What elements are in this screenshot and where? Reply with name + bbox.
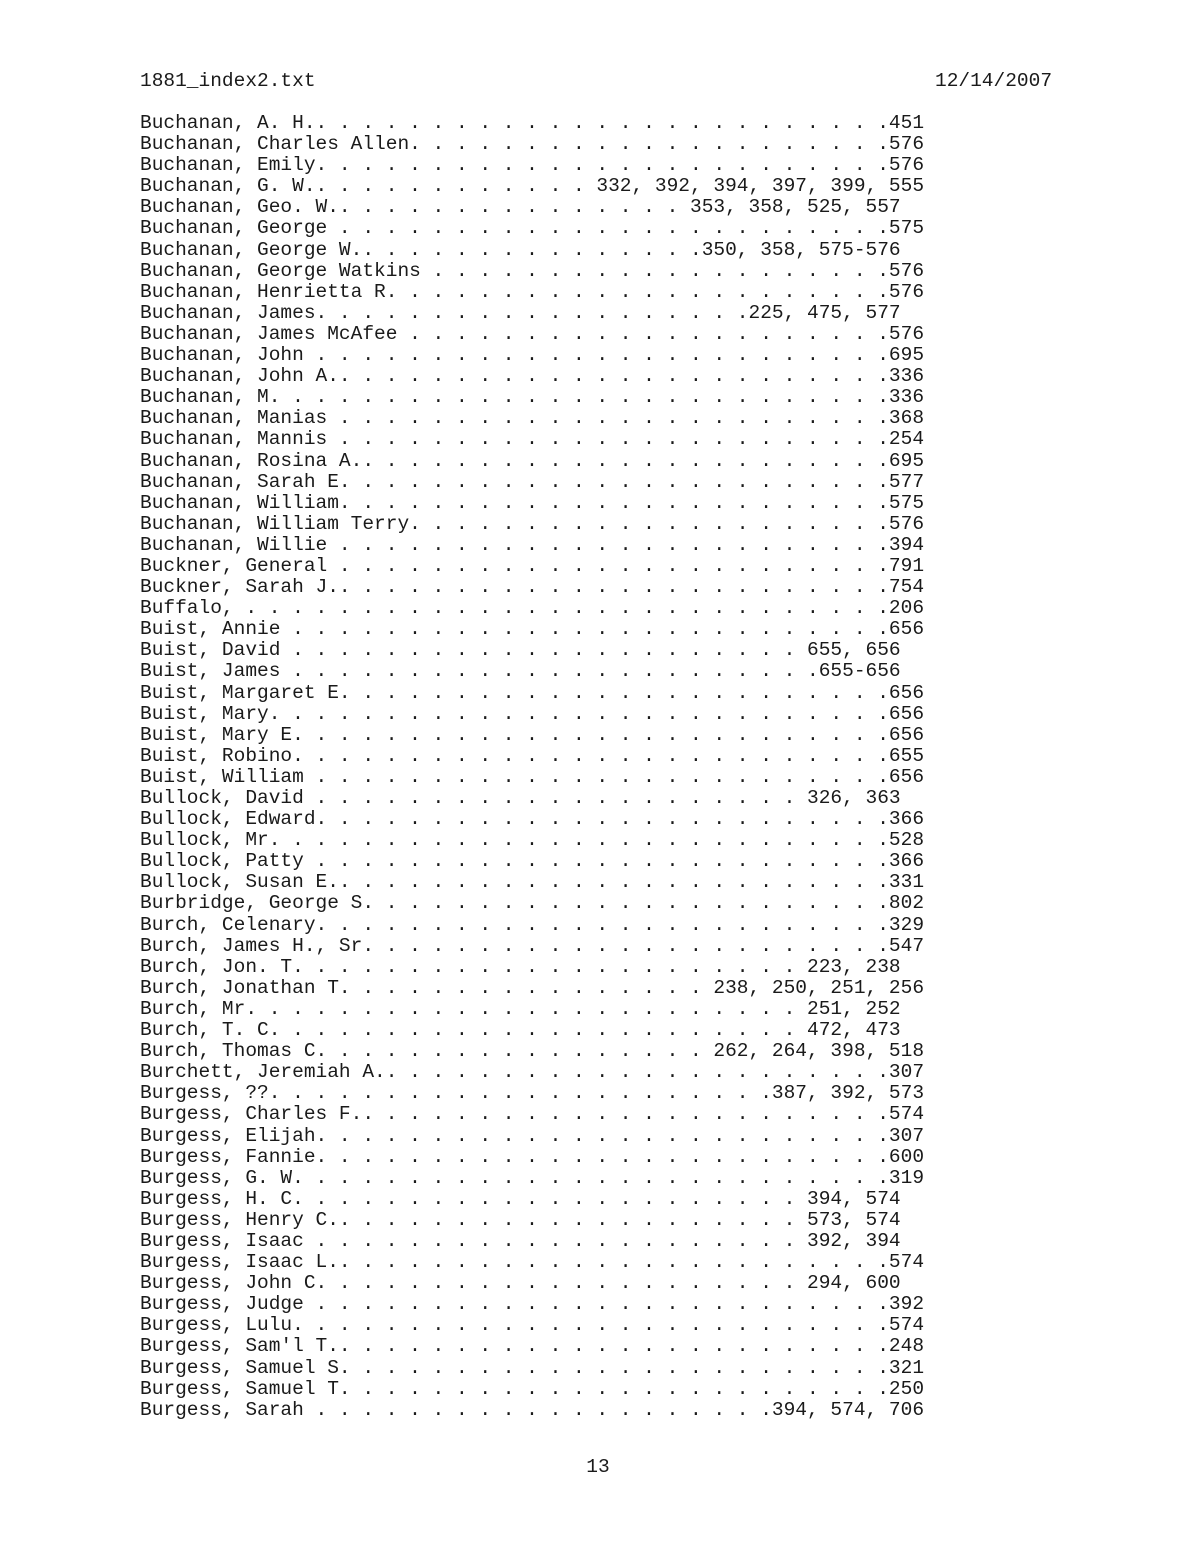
index-entry: Burgess, Charles F.. . . . . . . . . . . . . . . . . . . . . . .574 — [140, 1103, 925, 1126]
index-entry: Buchanan, Willie . . . . . . . . . . . . . . . . . . . . . . . .394 — [140, 533, 925, 556]
index-entry: Buffalo, . . . . . . . . . . . . . . . . . . . . . . . . . . . .206 — [140, 597, 925, 620]
index-entry: Burgess, Elijah. . . . . . . . . . . . . . . . . . . . . . . . .307 — [140, 1124, 925, 1147]
index-entry: Burbridge, George S. . . . . . . . . . . . . . . . . . . . . . .802 — [140, 892, 925, 915]
index-entry: Buist, David . . . . . . . . . . . . . . . . . . . . . . 655, 656 — [140, 639, 901, 662]
index-entry: Buchanan, William. . . . . . . . . . . . . . . . . . . . . . . .575 — [140, 491, 925, 514]
index-entry: Buchanan, William Terry. . . . . . . . . . . . . . . . . . . . .576 — [140, 512, 925, 535]
file-name: 1881_index2.txt — [140, 70, 316, 92]
index-entry: Burgess, Judge . . . . . . . . . . . . . . . . . . . . . . . . .392 — [140, 1293, 925, 1316]
index-entry: Burgess, Isaac L.. . . . . . . . . . . . . . . . . . . . . . . .574 — [140, 1251, 925, 1274]
index-entry: Buchanan, George . . . . . . . . . . . . . . . . . . . . . . . .575 — [140, 217, 925, 240]
index-entry: Burch, Jonathan T. . . . . . . . . . . . . . . . 238, 250, 251, 256 — [140, 976, 925, 999]
index-entry: Buchanan, Charles Allen. . . . . . . . . . . . . . . . . . . . .576 — [140, 133, 925, 156]
index-entry: Buchanan, James. . . . . . . . . . . . . . . . . . .225, 475, 577 — [140, 301, 901, 324]
index-entry: Buist, Robino. . . . . . . . . . . . . . . . . . . . . . . . . .655 — [140, 744, 925, 767]
index-entry: Burgess, Samuel S. . . . . . . . . . . . . . . . . . . . . . . .321 — [140, 1356, 925, 1379]
index-entry: Bullock, David . . . . . . . . . . . . . . . . . . . . . 326, 363 — [140, 787, 901, 809]
index-entry: Buchanan, Mannis . . . . . . . . . . . . . . . . . . . . . . . .254 — [140, 428, 925, 451]
index-entry: Buist, William . . . . . . . . . . . . . . . . . . . . . . . . .656 — [140, 765, 925, 788]
index-entry: Buchanan, James McAfee . . . . . . . . . . . . . . . . . . . . .576 — [140, 322, 925, 345]
index-entry: Burgess, G. W. . . . . . . . . . . . . . . . . . . . . . . . . .319 — [140, 1166, 925, 1189]
index-entry: Bullock, Patty . . . . . . . . . . . . . . . . . . . . . . . . .366 — [140, 850, 925, 873]
index-entry: Burch, James H., Sr. . . . . . . . . . . . . . . . . . . . . . .547 — [140, 934, 925, 957]
index-entry: Burch, Jon. T. . . . . . . . . . . . . . . . . . . . . . 223, 238 — [140, 955, 901, 978]
index-entry: Buchanan, Rosina A.. . . . . . . . . . . . . . . . . . . . . . .695 — [140, 449, 925, 472]
index-entry: Burch, Thomas C. . . . . . . . . . . . . . . . . 262, 264, 398, 518 — [140, 1040, 925, 1063]
page-number: 13 — [586, 1456, 610, 1478]
index-entry: Buchanan, A. H.. . . . . . . . . . . . . . . . . . . . . . . . .451 — [140, 112, 925, 134]
index-entry: Buckner, General . . . . . . . . . . . . . . . . . . . . . . . .791 — [140, 554, 925, 577]
index-entry: Burch, T. C. . . . . . . . . . . . . . . . . . . . . . . 472, 473 — [140, 1019, 901, 1042]
index-entry: Buchanan, M. . . . . . . . . . . . . . . . . . . . . . . . . . .336 — [140, 386, 925, 409]
index-entry: Buchanan, Emily. . . . . . . . . . . . . . . . . . . . . . . . .576 — [140, 154, 925, 177]
index-entry: Buchanan, John . . . . . . . . . . . . . . . . . . . . . . . . .695 — [140, 344, 925, 367]
index-entry: Buist, Annie . . . . . . . . . . . . . . . . . . . . . . . . . .656 — [140, 618, 925, 641]
index-entry: Burch, Mr. . . . . . . . . . . . . . . . . . . . . . . . 251, 252 — [140, 997, 901, 1020]
index-entry: Bullock, Susan E.. . . . . . . . . . . . . . . . . . . . . . . .331 — [140, 871, 925, 894]
index-entry: Burgess, Henry C.. . . . . . . . . . . . . . . . . . . . 573, 574 — [140, 1208, 901, 1231]
index-entry: Burchett, Jeremiah A.. . . . . . . . . . . . . . . . . . . . . .307 — [140, 1061, 925, 1084]
index-entry: Burgess, Fannie. . . . . . . . . . . . . . . . . . . . . . . . .600 — [140, 1145, 925, 1168]
index-entry: Buist, Mary E. . . . . . . . . . . . . . . . . . . . . . . . . .656 — [140, 723, 925, 746]
index-entry: Buchanan, Sarah E. . . . . . . . . . . . . . . . . . . . . . . .577 — [140, 470, 925, 493]
index-entry: Burgess, ??. . . . . . . . . . . . . . . . . . . . . .387, 392, 573 — [140, 1082, 925, 1105]
index-entry: Buchanan, Geo. W.. . . . . . . . . . . . . . . 353, 358, 525, 557 — [140, 196, 901, 219]
print-date: 12/14/2007 — [935, 70, 1053, 92]
index-entry: Buckner, Sarah J.. . . . . . . . . . . . . . . . . . . . . . . .754 — [140, 576, 925, 599]
index-entry: Burgess, Sam'l T.. . . . . . . . . . . . . . . . . . . . . . . .248 — [140, 1335, 925, 1358]
index-entry: Buchanan, George W.. . . . . . . . . . . . . . .350, 358, 575-576 — [140, 238, 901, 261]
index-entry: Burgess, Lulu. . . . . . . . . . . . . . . . . . . . . . . . . .574 — [140, 1314, 925, 1337]
index-entry: Bullock, Edward. . . . . . . . . . . . . . . . . . . . . . . . .366 — [140, 808, 925, 831]
index-entry: Buist, James . . . . . . . . . . . . . . . . . . . . . . .655-656 — [140, 660, 901, 683]
index-list — [140, 113, 924, 1421]
index-entry: Buchanan, John A.. . . . . . . . . . . . . . . . . . . . . . . .336 — [140, 365, 925, 388]
index-entry: Buchanan, Henrietta R. . . . . . . . . . . . . . . . . . . . . .576 — [140, 280, 925, 303]
index-entry: Burgess, H. C. . . . . . . . . . . . . . . . . . . . . . 394, 574 — [140, 1187, 901, 1210]
index-entry: Buchanan, George Watkins . . . . . . . . . . . . . . . . . . . .576 — [140, 259, 925, 282]
index-entry: Buchanan, G. W.. . . . . . . . . . . . 332, 392, 394, 397, 399, 555 — [140, 175, 925, 198]
index-entry: Buchanan, Manias . . . . . . . . . . . . . . . . . . . . . . . .368 — [140, 407, 925, 430]
index-entry: Burgess, Isaac . . . . . . . . . . . . . . . . . . . . . 392, 394 — [140, 1229, 901, 1252]
index-entry: Burgess, Sarah . . . . . . . . . . . . . . . . . . . .394, 574, 706 — [140, 1398, 925, 1421]
index-entry: Buist, Margaret E. . . . . . . . . . . . . . . . . . . . . . . .656 — [140, 681, 925, 704]
index-entry: Burch, Celenary. . . . . . . . . . . . . . . . . . . . . . . . .329 — [140, 913, 925, 936]
index-entry: Bullock, Mr. . . . . . . . . . . . . . . . . . . . . . . . . . .528 — [140, 829, 925, 852]
index-entry: Buist, Mary. . . . . . . . . . . . . . . . . . . . . . . . . . .656 — [140, 702, 925, 725]
index-entry: Burgess, Samuel T. . . . . . . . . . . . . . . . . . . . . . . .250 — [140, 1377, 925, 1400]
index-entry: Burgess, John C. . . . . . . . . . . . . . . . . . . . . 294, 600 — [140, 1272, 901, 1295]
